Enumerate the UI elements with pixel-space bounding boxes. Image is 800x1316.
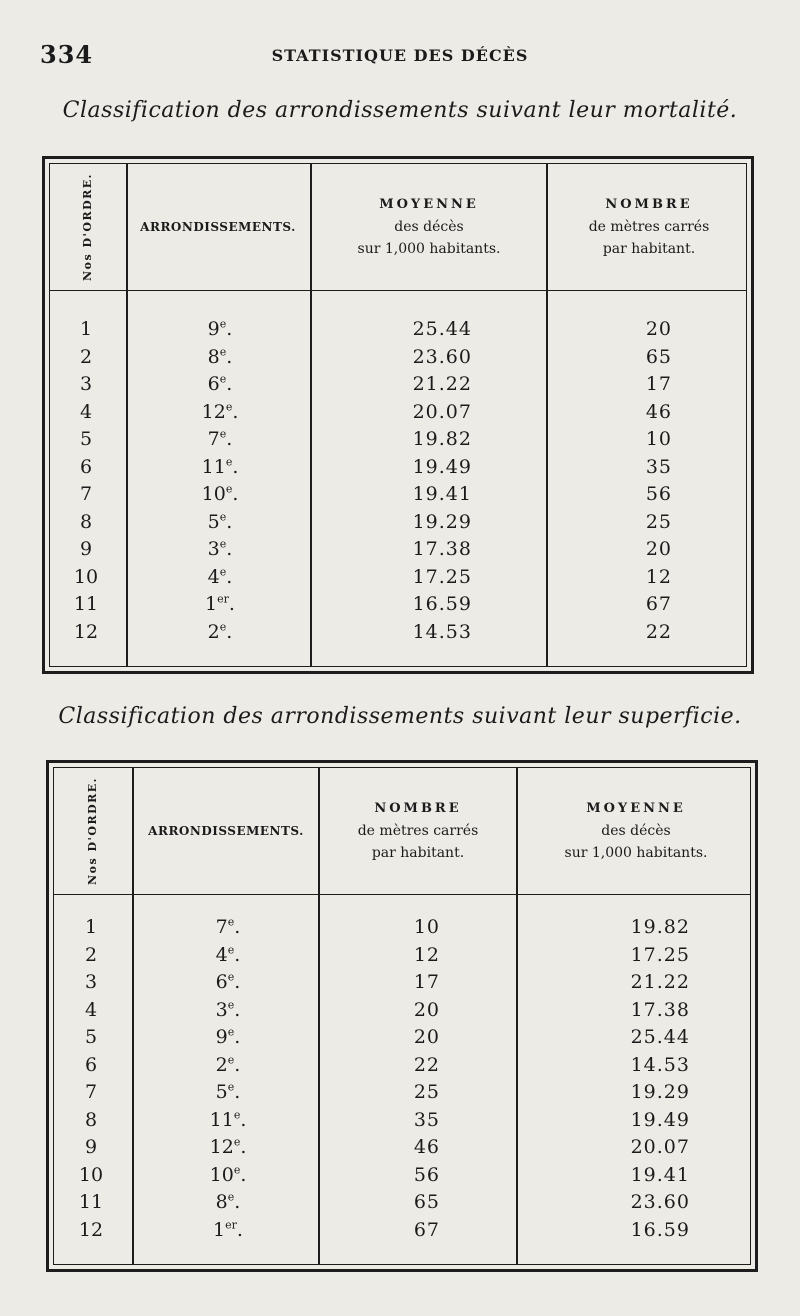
table2-header-arrondissements: ARRONDISSEMENTS. [148,824,304,838]
table1-metres-cell: 56 [645,483,672,505]
table2-arrondissement-suffix: er [225,1218,237,1232]
table2-arrondissement-suffix: e [233,1163,241,1177]
table1-arrondissement-suffix: e [219,510,227,524]
table2-moyenne-cell: 19.41 [630,1163,690,1186]
table2-arrondissement-number: 9 [215,1026,228,1048]
table2-arrondissement-cell: 11e. [209,1108,247,1131]
table1-arrondissement-cell: 12e. [201,400,239,423]
table2-row [54,1217,750,1244]
table2-arrondissement-number: 3 [215,998,228,1021]
table1-moyenne-cell: 23.60 [412,345,472,368]
table2-moyenne-cell: 17.38 [630,998,690,1021]
table2-row [54,1189,750,1216]
table2-row [54,1134,750,1161]
table1-arrondissement-cell: 4e. [207,565,233,588]
table2-arrondissement-number: 7 [215,916,228,938]
table2-arrondissement-number: 1 [213,1218,226,1241]
table1-arrondissement-suffix: e [219,372,227,386]
table1-ordre-cell: 11 [73,593,99,615]
table2-arrondissement-number: 8 [215,1191,228,1213]
table2-row [54,1107,750,1134]
table2-arrondissement-suffix: e [227,915,235,929]
table1-row [50,564,746,591]
table2-moyenne-cell: 19.49 [630,1108,690,1131]
table1-mortality [42,156,754,674]
table1-ordre-cell: 10 [73,565,99,588]
table1-ordre-cell: 7 [79,483,93,505]
table2-title: Classification des arrondissements suivant leur superficie. [58,704,742,729]
table2-arrondissement-number: 10 [209,1163,234,1186]
table1-arrondissement-suffix: e [225,400,233,414]
table2-ordre-cell: 11 [78,1191,104,1213]
table1-arrondissement-cell: 1er. [205,592,235,615]
table2-frame [53,767,751,1265]
table2-arrondissement-number: 6 [215,971,228,993]
table2-arrondissement-suffix: e [227,998,235,1012]
table2-superficie [46,760,758,1272]
table1-arrondissement-number: 6 [207,373,220,395]
table1-arrondissement-cell: 5e. [207,510,233,533]
table1-arrondissement-suffix: e [219,537,227,551]
table1-arrondissement-suffix: e [219,317,227,331]
table1-ordre-cell: 1 [79,318,93,340]
page-header [40,38,760,78]
table2-arrondissement-suffix: e [227,943,235,957]
table2-arrondissement-suffix: e [227,1053,235,1067]
table2-arrondissement-cell: 5e. [215,1080,241,1103]
table2-header-ordre: Nos D'ORDRE. [86,777,99,885]
table2-arrondissement-cell: 3e. [215,998,241,1021]
table2-metres-cell: 65 [413,1191,440,1213]
table1-moyenne-cell: 16.59 [412,593,472,615]
table2-ordre-cell: 12 [78,1218,104,1241]
table2-row [54,914,750,941]
table1-arrondissement-suffix: er [217,592,229,606]
table1-arrondissement-suffix: e [219,427,227,441]
table1-metres-cell: 10 [645,428,672,450]
table2-moyenne-cell: 21.22 [630,971,690,993]
table1-arrondissement-suffix: e [225,455,233,469]
table1-ordre-cell: 3 [79,373,93,395]
table2-metres-cell: 22 [413,1053,440,1076]
table2-arrondissement-number: 5 [215,1081,228,1103]
table2-metres-cell: 10 [413,916,440,938]
table2-metres-cell: 35 [413,1108,440,1131]
table2-arrondissement-number: 11 [209,1108,234,1131]
table2-arrondissement-suffix: e [227,1080,235,1094]
table2-arrondissement-cell: 4e. [215,943,241,966]
table1-header-nombre: NOMBRE de mètres carrés par habitant. [588,197,710,257]
table2-ordre-cell: 9 [84,1136,98,1158]
table1-ordre-cell: 6 [79,455,93,478]
table1-moyenne-cell: 19.41 [412,483,472,505]
table1-row [50,426,746,453]
table2-header-moyenne: MOYENNE des décès sur 1,000 habitants. [564,801,708,861]
table2-moyenne-cell: 23.60 [630,1191,690,1213]
table1-arrondissement-cell: 9e. [207,317,233,340]
table1-row [50,344,746,371]
table1-row [50,316,746,343]
table1-moyenne-cell: 17.38 [412,538,472,560]
table1-arrondissement-suffix: e [219,620,227,634]
table1-header-arrondissements: ARRONDISSEMENTS. [140,220,296,234]
table2-header-nombre: NOMBRE de mètres carrés par habitant. [357,801,479,861]
table1-arrondissement-number: 11 [201,455,226,478]
table1-metres-cell: 46 [645,400,672,423]
table2-header-row [54,768,750,895]
table1-metres-cell: 17 [645,373,672,395]
table1-title: Classification des arrondissements suivant leur mortalité. [62,98,738,123]
table2-row [54,1024,750,1051]
table2-arrondissement-suffix: e [227,1025,235,1039]
table2-moyenne-cell: 19.29 [630,1081,690,1103]
table2-arrondissement-cell: 12e. [209,1135,247,1158]
table2-arrondissement-number: 2 [215,1053,228,1076]
table1-row [50,509,746,536]
table1-arrondissement-suffix: e [219,565,227,579]
table2-metres-cell: 12 [413,943,440,966]
table1-arrondissement-cell: 6e. [207,372,233,395]
table1-row [50,619,746,646]
table1-arrondissement-cell: 10e. [201,482,239,505]
table1-metres-cell: 35 [645,455,672,478]
table2-arrondissement-cell: 7e. [215,915,241,938]
table2-arrondissement-suffix: e [233,1135,241,1149]
table1-row [50,591,746,618]
table2-ordre-cell: 10 [78,1163,104,1186]
table2-moyenne-cell: 25.44 [630,1026,690,1048]
table1-arrondissement-number: 5 [207,510,220,533]
table2-ordre-cell: 8 [84,1108,98,1131]
table1-arrondissement-number: 7 [207,428,220,450]
table2-arrondissement-suffix: e [233,1108,241,1122]
table1-ordre-cell: 12 [73,620,99,643]
table1-arrondissement-number: 2 [207,620,220,643]
table2-moyenne-cell: 19.82 [630,916,690,938]
table2-arrondissement-suffix: e [227,970,235,984]
table1-metres-cell: 12 [645,565,672,588]
table1-arrondissement-number: 8 [207,345,220,368]
table2-metres-cell: 46 [413,1136,440,1158]
table2-moyenne-cell: 16.59 [630,1218,690,1241]
table2-arrondissement-number: 12 [209,1136,234,1158]
table1-row [50,399,746,426]
table2-ordre-cell: 1 [84,916,98,938]
table1-moyenne-cell: 25.44 [412,318,472,340]
table2-row [54,1052,750,1079]
table2-arrondissement-cell: 9e. [215,1025,241,1048]
table1-arrondissement-cell: 11e. [201,455,239,478]
table2-row [54,1079,750,1106]
table2-arrondissement-suffix: e [227,1190,235,1204]
table1-row [50,536,746,563]
table2-ordre-cell: 6 [84,1053,98,1076]
table1-moyenne-cell: 14.53 [412,620,472,643]
running-head: STATISTIQUE DES DÉCÈS [271,46,529,65]
table1-moyenne-cell: 17.25 [412,565,472,588]
table1-metres-cell: 22 [645,620,672,643]
table1-moyenne-cell: 19.49 [412,455,472,478]
table1-arrondissement-number: 1 [205,593,218,615]
table1-header-row [50,164,746,291]
table1-row [50,371,746,398]
table2-ordre-cell: 2 [84,943,98,966]
table1-metres-cell: 20 [645,318,672,340]
table1-moyenne-cell: 19.29 [412,510,472,533]
table2-ordre-cell: 5 [84,1026,98,1048]
table2-row [54,942,750,969]
table1-ordre-cell: 5 [79,428,93,450]
table1-arrondissement-number: 4 [207,565,220,588]
table1-arrondissement-suffix: e [219,345,227,359]
table2-metres-cell: 25 [413,1081,440,1103]
table2-arrondissement-cell: 2e. [215,1053,241,1076]
page-number: 334 [40,40,94,69]
table2-row [54,969,750,996]
table1-arrondissement-cell: 7e. [207,427,233,450]
table1-metres-cell: 25 [645,510,672,533]
table1-frame [49,163,747,667]
table1-arrondissement-cell: 3e. [207,537,233,560]
table1-metres-cell: 20 [645,538,672,560]
table1-header-ordre: Nos D'ORDRE. [81,173,94,281]
table1-arrondissement-number: 12 [201,400,226,423]
table1-moyenne-cell: 21.22 [412,373,472,395]
table1-arrondissement-cell: 8e. [207,345,233,368]
table2-metres-cell: 67 [413,1218,440,1241]
table1-arrondissement-number: 3 [207,538,220,560]
table1-ordre-cell: 8 [79,510,93,533]
table2-metres-cell: 17 [413,971,440,993]
table1-ordre-cell: 2 [79,345,93,368]
table2-arrondissement-cell: 10e. [209,1163,247,1186]
table1-row [50,454,746,481]
table2-arrondissement-cell: 6e. [215,970,241,993]
table2-moyenne-cell: 17.25 [630,943,690,966]
table1-metres-cell: 65 [645,345,672,368]
table1-arrondissement-suffix: e [225,482,233,496]
table1-ordre-cell: 9 [79,538,93,560]
table2-ordre-cell: 7 [84,1081,98,1103]
table2-metres-cell: 20 [413,998,440,1021]
table2-metres-cell: 56 [413,1163,440,1186]
table1-arrondissement-number: 10 [201,483,226,505]
table1-header-moyenne: MOYENNE des décès sur 1,000 habitants. [357,197,501,257]
table1-ordre-cell: 4 [79,400,93,423]
table1-metres-cell: 67 [645,593,672,615]
table1-moyenne-cell: 19.82 [412,428,472,450]
table1-arrondissement-cell: 2e. [207,620,233,643]
table2-arrondissement-number: 4 [215,943,228,966]
table2-row [54,997,750,1024]
table1-row [50,481,746,508]
table2-row [54,1162,750,1189]
table2-moyenne-cell: 20.07 [630,1136,690,1158]
table2-moyenne-cell: 14.53 [630,1053,690,1076]
table2-ordre-cell: 3 [84,971,98,993]
table2-metres-cell: 20 [413,1026,440,1048]
table1-moyenne-cell: 20.07 [412,400,472,423]
table2-arrondissement-cell: 8e. [215,1190,241,1213]
table2-arrondissement-cell: 1er. [213,1218,243,1241]
table1-arrondissement-number: 9 [207,318,220,340]
table2-ordre-cell: 4 [84,998,98,1021]
